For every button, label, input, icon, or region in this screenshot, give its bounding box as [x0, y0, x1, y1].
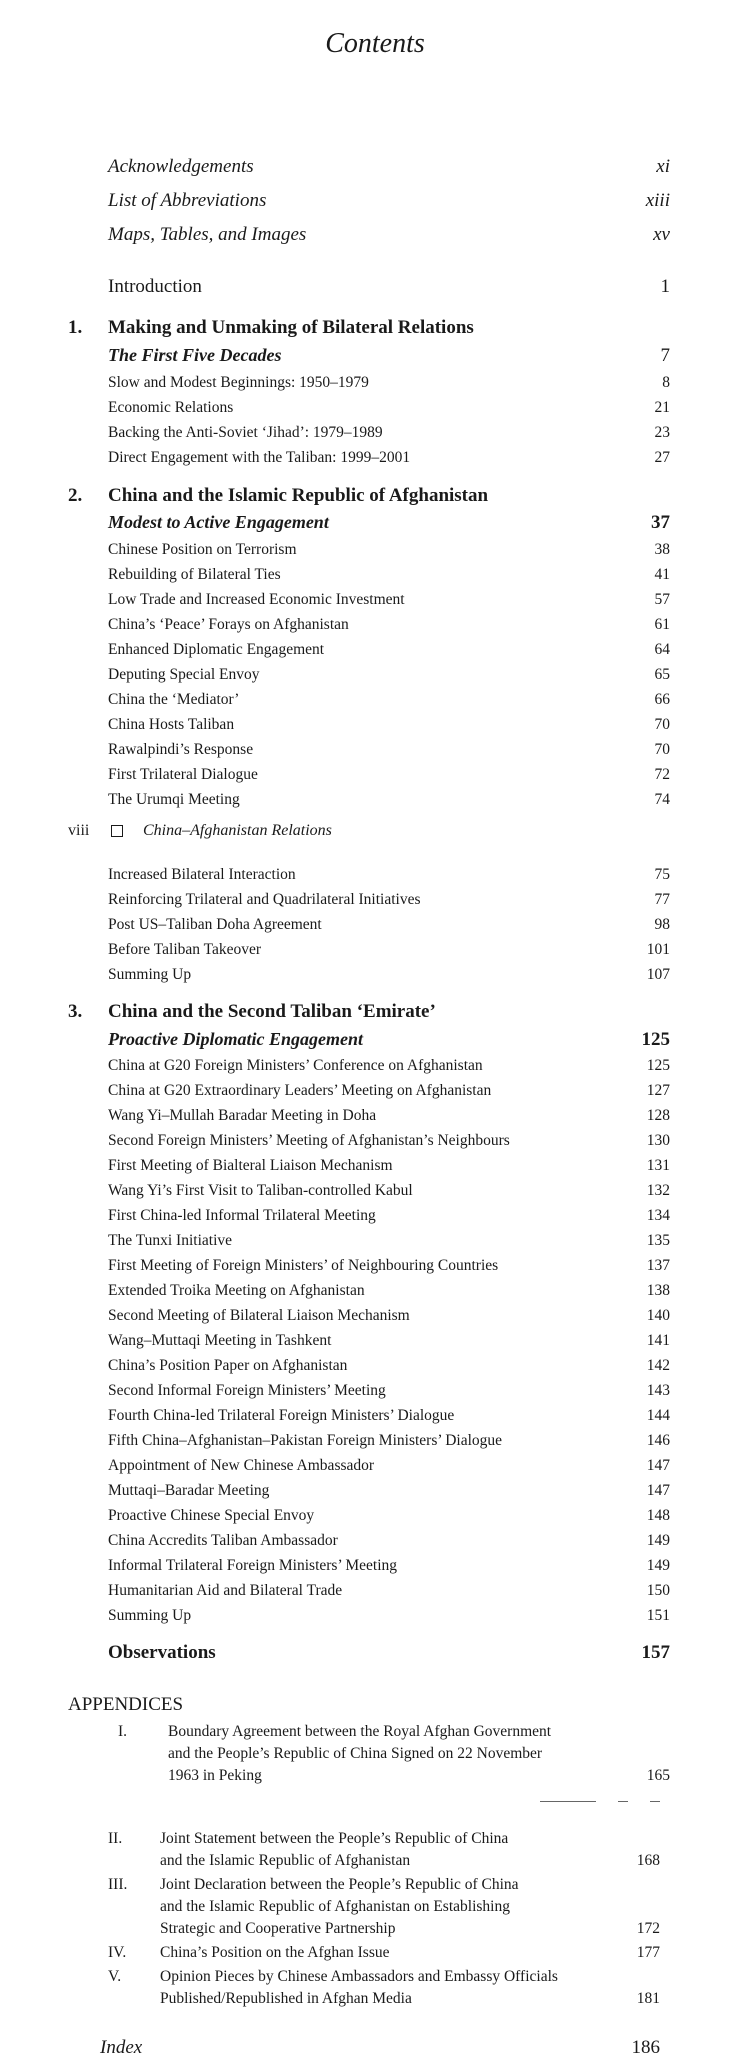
checkbox-square-icon — [111, 825, 123, 837]
section-page: 149 — [646, 1532, 670, 1549]
observations-label[interactable]: Observations — [108, 1642, 216, 1663]
section-label[interactable]: Chinese Position on Terrorism — [108, 541, 297, 558]
section-page: 135 — [646, 1232, 670, 1249]
section-label[interactable]: Proactive Chinese Special Envoy — [108, 1507, 315, 1524]
section-label[interactable]: Rebuilding of Bilateral Ties — [108, 566, 281, 583]
section-label[interactable]: Increased Bilateral Interaction — [108, 866, 296, 883]
observations-page: 157 — [641, 1642, 670, 1663]
section-label[interactable]: First Meeting of Bialteral Liaison Mechanism — [108, 1157, 393, 1174]
section-label[interactable]: Humanitarian Aid and Bilateral Trade — [108, 1582, 343, 1599]
section-label[interactable]: Slow and Modest Beginnings: 1950–1979 — [108, 374, 369, 391]
appendix-number: V. — [108, 1968, 122, 1985]
section-label[interactable]: China at G20 Extraordinary Leaders’ Meeting on Afghanistan — [108, 1082, 492, 1099]
appendix-number: IV. — [108, 1944, 127, 1961]
section-label[interactable]: Second Foreign Ministers’ Meeting of Afghanistan’s Neighbours — [108, 1132, 510, 1149]
page-title: Contents — [325, 28, 425, 59]
index-page: 186 — [631, 2037, 660, 2058]
index-label[interactable]: Index — [100, 2037, 143, 2058]
chapter-number: 3. — [68, 1001, 83, 1022]
chapter-number: 2. — [68, 485, 83, 506]
running-header-page: viii — [68, 822, 90, 839]
section-label[interactable]: Wang Yi’s First Visit to Taliban-controlled Kabul — [108, 1182, 413, 1199]
appendix-line: and the Islamic Republic of Afghanistan — [160, 1852, 411, 1869]
section-label[interactable]: Before Taliban Takeover — [108, 941, 262, 958]
section-page: 148 — [646, 1507, 670, 1524]
section-page: 142 — [646, 1357, 670, 1374]
section-label[interactable]: Second Informal Foreign Ministers’ Meeting — [108, 1382, 386, 1399]
appendix-page: 172 — [636, 1920, 660, 1937]
appendix-line: and the People’s Republic of China Signed on 22 November — [168, 1745, 543, 1762]
appendix-line: 1963 in Peking — [168, 1767, 262, 1784]
section-page: 101 — [646, 941, 670, 958]
section-label[interactable]: Enhanced Diplomatic Engagement — [108, 641, 325, 658]
section-page: 38 — [654, 541, 670, 558]
section-label[interactable]: Second Meeting of Bilateral Liaison Mechanism — [108, 1307, 410, 1324]
section-page: 98 — [654, 916, 670, 933]
chapter-page: 7 — [660, 345, 670, 366]
section-page: 141 — [646, 1332, 670, 1349]
section-label[interactable]: First Trilateral Dialogue — [108, 766, 258, 783]
section-page: 147 — [646, 1482, 670, 1499]
section-label[interactable]: China the ‘Mediator’ — [108, 691, 240, 708]
section-page: 127 — [646, 1082, 670, 1099]
section-page: 75 — [654, 866, 670, 883]
section-page: 70 — [654, 741, 670, 758]
section-page: 23 — [654, 424, 670, 441]
section-page: 147 — [646, 1457, 670, 1474]
introduction-label[interactable]: Introduction — [108, 276, 202, 297]
section-page: 61 — [654, 616, 670, 633]
section-label[interactable]: Summing Up — [108, 966, 192, 983]
appendix-page: 165 — [646, 1767, 670, 1784]
appendix-line: China’s Position on the Afghan Issue — [160, 1944, 390, 1961]
section-page: 138 — [646, 1282, 670, 1299]
section-label[interactable]: China’s ‘Peace’ Forays on Afghanistan — [108, 616, 349, 633]
section-label[interactable]: Informal Trilateral Foreign Ministers’ Meeting — [108, 1557, 397, 1574]
section-page: 70 — [654, 716, 670, 733]
section-page: 72 — [654, 766, 670, 783]
section-page: 8 — [662, 374, 670, 391]
section-page: 146 — [646, 1432, 670, 1449]
appendix-line: Strategic and Cooperative Partnership — [160, 1920, 396, 1937]
chapter-page: 125 — [641, 1029, 670, 1050]
section-label[interactable]: Fourth China-led Trilateral Foreign Ministers’ Dialogue — [108, 1407, 455, 1424]
appendix-line: and the Islamic Republic of Afghanistan on Establishing — [160, 1898, 510, 1915]
running-header-title: China–Afghanistan Relations — [143, 822, 332, 839]
toc-entry-label[interactable]: List of Abbreviations — [108, 190, 267, 211]
page-break-mark — [650, 1801, 660, 1802]
appendix-number: II. — [108, 1830, 123, 1847]
appendix-number: III. — [108, 1876, 128, 1893]
appendix-line: Joint Declaration between the People’s Republic of China — [160, 1876, 519, 1893]
appendices-heading: APPENDICES — [68, 1694, 184, 1715]
toc-entry-label[interactable]: Maps, Tables, and Images — [108, 224, 307, 245]
appendix-page: 168 — [636, 1852, 660, 1869]
toc-entry-page: xi — [656, 156, 670, 177]
section-label[interactable]: Low Trade and Increased Economic Investment — [108, 591, 405, 608]
section-label[interactable]: Rawalpindi’s Response — [108, 741, 254, 758]
section-label[interactable]: First China-led Informal Trilateral Meeting — [108, 1207, 376, 1224]
section-page: 144 — [646, 1407, 670, 1424]
section-label[interactable]: Summing Up — [108, 1607, 192, 1624]
section-page: 132 — [646, 1182, 670, 1199]
section-label[interactable]: The Tunxi Initiative — [108, 1232, 232, 1249]
section-label[interactable]: Fifth China–Afghanistan–Pakistan Foreign Ministers’ Dialogue — [108, 1432, 503, 1449]
section-label[interactable]: The Urumqi Meeting — [108, 791, 240, 808]
section-page: 128 — [646, 1107, 670, 1124]
section-page: 77 — [654, 891, 670, 908]
section-page: 27 — [654, 449, 670, 466]
section-label[interactable]: Backing the Anti-Soviet ‘Jihad’: 1979–1989 — [108, 424, 383, 441]
section-page: 65 — [654, 666, 670, 683]
chapter-subtitle: Proactive Diplomatic Engagement — [108, 1029, 363, 1049]
section-label[interactable]: Appointment of New Chinese Ambassador — [108, 1457, 375, 1474]
section-page: 57 — [654, 591, 670, 608]
chapter-page: 37 — [651, 512, 670, 533]
toc-entry-page: xv — [653, 224, 670, 245]
section-label[interactable]: Direct Engagement with the Taliban: 1999–2001 — [108, 449, 411, 466]
section-label[interactable]: Deputing Special Envoy — [108, 666, 260, 683]
section-page: 134 — [646, 1207, 670, 1224]
appendix-line: Opinion Pieces by Chinese Ambassadors and Embassy Officials — [160, 1968, 558, 1985]
toc-entry-label[interactable]: Acknowledgements — [108, 156, 254, 177]
section-label[interactable]: Reinforcing Trilateral and Quadrilateral Initiatives — [108, 891, 421, 908]
chapter-title[interactable]: Making and Unmaking of Bilateral Relations — [108, 317, 474, 338]
section-label[interactable]: China’s Position Paper on Afghanistan — [108, 1357, 348, 1374]
section-page: 125 — [646, 1057, 670, 1074]
section-label[interactable]: Wang–Muttaqi Meeting in Tashkent — [108, 1332, 332, 1349]
appendix-line: Boundary Agreement between the Royal Afghan Government — [168, 1723, 552, 1740]
section-label[interactable]: Muttaqi–Baradar Meeting — [108, 1482, 270, 1499]
appendix-line: Published/Republished in Afghan Media — [160, 1990, 412, 2007]
appendix-number: I. — [118, 1723, 128, 1740]
page-break-mark — [540, 1801, 596, 1802]
section-page: 137 — [646, 1257, 670, 1274]
chapter-subtitle: Modest to Active Engagement — [108, 512, 329, 532]
appendix-page: 177 — [636, 1944, 660, 1961]
section-label[interactable]: China at G20 Foreign Ministers’ Conference on Afghanistan — [108, 1057, 483, 1074]
section-page: 66 — [654, 691, 670, 708]
appendix-line: Joint Statement between the People’s Republic of China — [160, 1830, 509, 1847]
section-page: 149 — [646, 1557, 670, 1574]
appendix-page: 181 — [636, 1990, 660, 2007]
section-page: 131 — [646, 1157, 670, 1174]
section-label[interactable]: China Hosts Taliban — [108, 716, 235, 733]
section-page: 74 — [654, 791, 670, 808]
chapter-title[interactable]: China and the Islamic Republic of Afghanistan — [108, 485, 489, 506]
chapter-subtitle: The First Five Decades — [108, 345, 282, 365]
section-page: 143 — [646, 1382, 670, 1399]
section-page: 107 — [646, 966, 670, 983]
section-page: 130 — [646, 1132, 670, 1149]
section-page: 150 — [646, 1582, 670, 1599]
section-label[interactable]: First Meeting of Foreign Ministers’ of Neighbouring Countries — [108, 1257, 499, 1274]
page-break-mark — [618, 1801, 628, 1802]
chapter-number: 1. — [68, 317, 83, 338]
introduction-page: 1 — [660, 276, 670, 297]
section-label[interactable]: Wang Yi–Mullah Baradar Meeting in Doha — [108, 1107, 377, 1124]
section-label[interactable]: Extended Troika Meeting on Afghanistan — [108, 1282, 365, 1299]
toc-entry-page: xiii — [645, 190, 670, 211]
section-label[interactable]: China Accredits Taliban Ambassador — [108, 1532, 338, 1549]
section-label[interactable]: Economic Relations — [108, 399, 234, 416]
chapter-title[interactable]: China and the Second Taliban ‘Emirate’ — [108, 1001, 436, 1022]
section-page: 21 — [654, 399, 670, 416]
section-page: 151 — [646, 1607, 670, 1624]
section-page: 140 — [646, 1307, 670, 1324]
section-label[interactable]: Post US–Taliban Doha Agreement — [108, 916, 322, 933]
section-page: 41 — [654, 566, 670, 583]
section-page: 64 — [654, 641, 670, 658]
